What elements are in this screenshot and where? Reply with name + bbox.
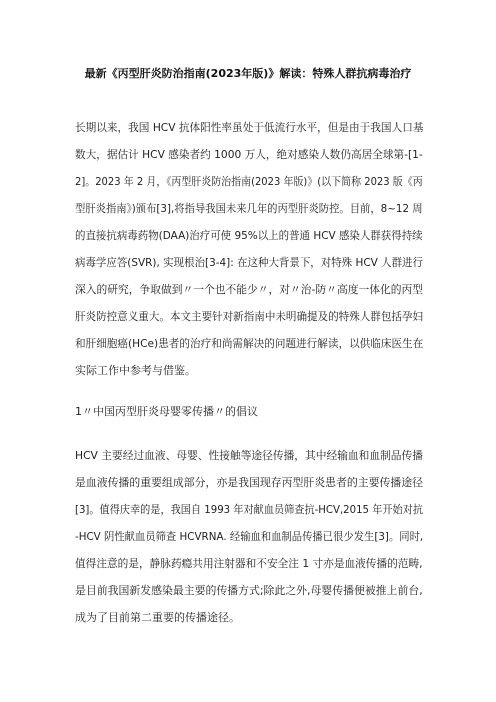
paragraph-2-line: -HCV 阴性献血员筛查 HCVRNA. 经输血和血制品传播已很少发生[3]。同时, <box>75 530 424 543</box>
paragraph-2-line: 是血液传播的重要组成部分，亦是我国现存丙型肝炎患者的主要传播途径 <box>75 476 423 489</box>
paragraph-1-line: 和肝细胞癌(HCe)患者的治疗和尚需解决的问题进行解读，以供临床医生在 <box>75 337 424 350</box>
paragraph-2-line: 值得注意的是，静脉药瘾共用注射器和不安全注 1 寸亦是血液传播的范畴, <box>75 557 423 570</box>
paragraph-1-line: 2]。2023 年 2 月，《丙型肝炎防治指南(2023 年版)》(以下简称 2023 版《丙 <box>75 175 423 188</box>
paragraph-1-line: 实际工作中参考与借鉴。 <box>75 364 196 377</box>
paragraph-2-line: HCV 主要经过血液、母婴、性接触等途径传播，其中经输血和血制品传播 <box>75 449 423 462</box>
paragraph-1-line: 病毒学应答(SVR), 实现根治[3-4]: 在这种大背景下，对特殊 HCV 人群进行 <box>75 256 423 269</box>
paragraph-1-line: 的直接抗病毒药物(DAA)治疗可使 95%以上的普通 HCV 感染人群获得持续 <box>75 229 423 242</box>
paragraph-2-line: [3]。值得庆幸的是，我国自 1993 年对献血员筛查抗-HCV,2015 年开始对抗 <box>75 503 424 516</box>
paragraph-2-line: 成为了目前第二重要的传播途径。 <box>75 611 240 624</box>
paragraph-1-line: 肝炎防控意义重大。本文主要针对新指南中未明确提及的特殊人群包括孕妇 <box>75 310 424 323</box>
paragraph-1-line: 数大，据估计 HCV 感染者约 1000 万人，绝对感染人数仍高居全球第-[1- <box>75 148 423 161</box>
section-heading: 1〃中国丙型肝炎母婴零传播〃的倡议 <box>75 405 258 418</box>
document-title: 最新《丙型肝炎防治指南(2023年版)》解读：特殊人群抗病毒治疗 <box>84 67 412 80</box>
paragraph-1-line: 深入的研究，争取做到〃一个也不能少〃，对〃治-防〃高度一体化的丙型 <box>75 283 423 296</box>
paragraph-2-line: 是目前我国新发感染最主要的传播方式;除此之外,母婴传播便被推上前台, <box>75 584 423 597</box>
paragraph-1-line: 型肝炎指南》)颁布[3],将指导我国未来几年的丙型肝炎防控。目前，8~12 周 <box>75 202 423 215</box>
paragraph-1-line: 长期以来，我国 HCV 抗体阳性率虽处于低流行水平，但是由于我国人口基 <box>75 121 424 134</box>
